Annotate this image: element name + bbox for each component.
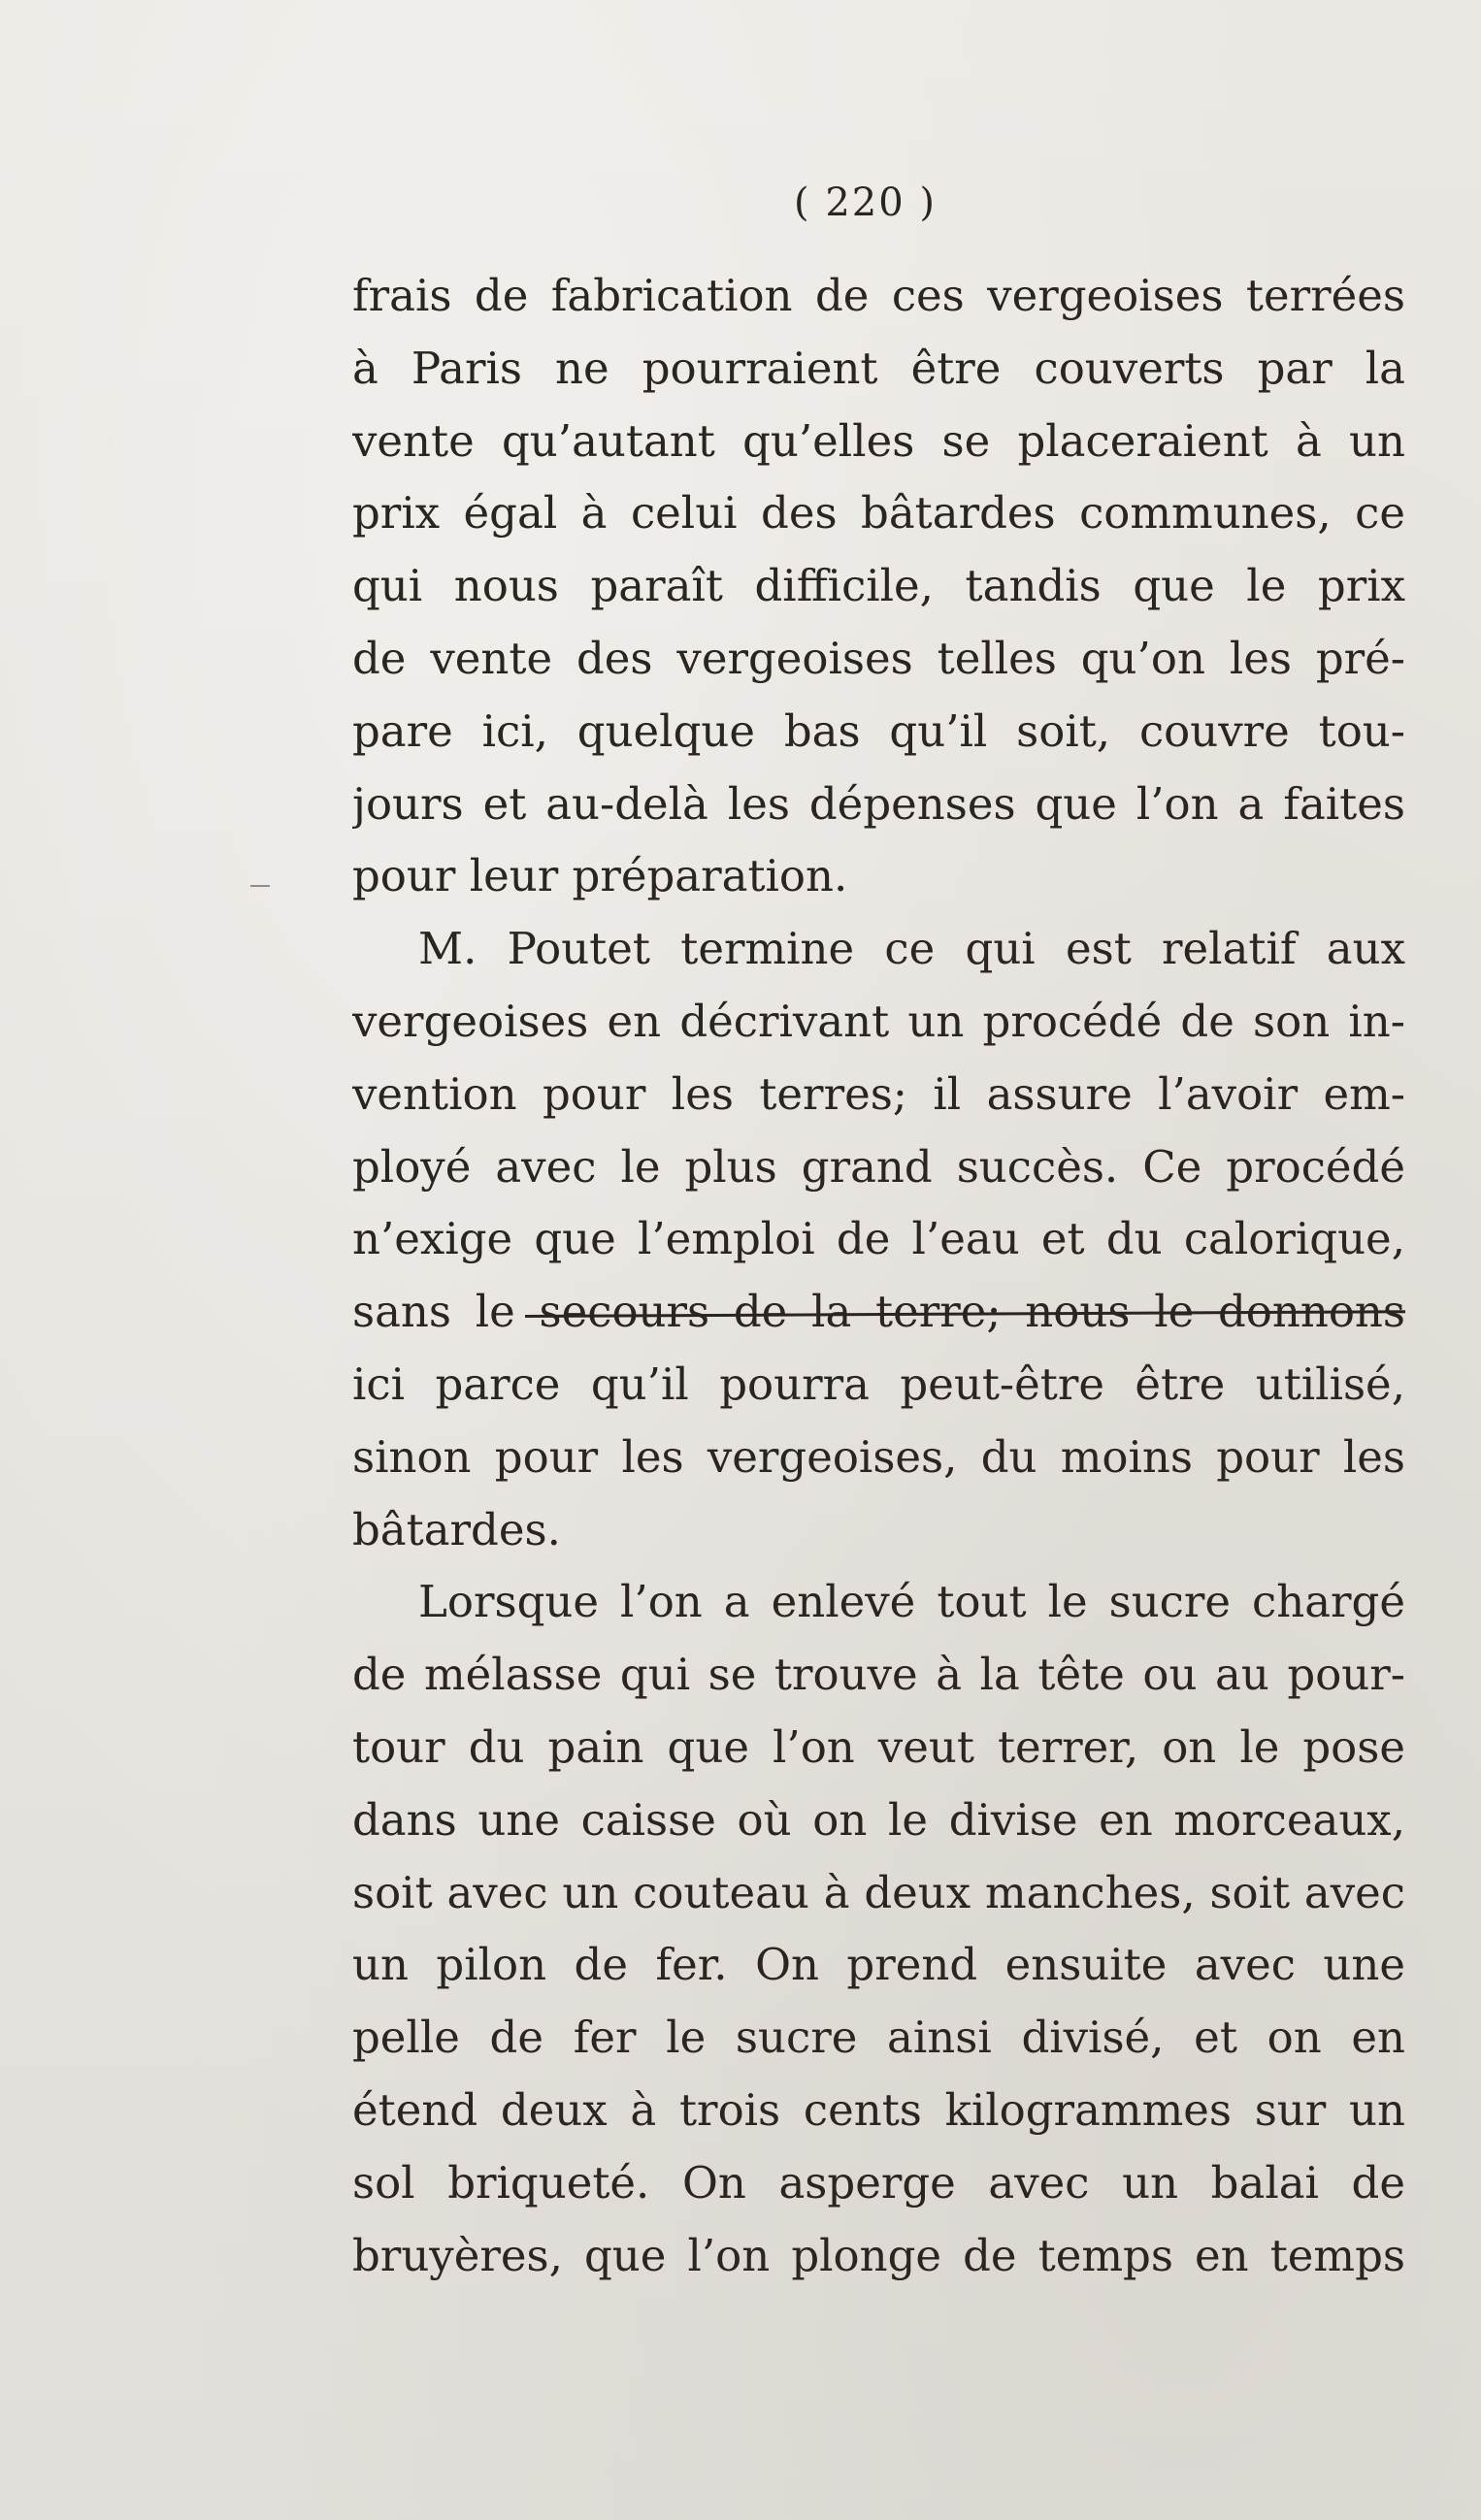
text-line: vergeoises en décrivant un procédé de son in- — [352, 995, 1405, 1047]
text-line: pelle de fer le sucre ainsi divisé, et on en — [352, 2012, 1405, 2064]
text-line: qui nous paraît difficile, tandis que le prix — [352, 560, 1405, 612]
struck-text-line: sans le secours de la terre; nous le donnons — [352, 1286, 1405, 1338]
text-line: n’exige que l’emploi de l’eau et du calorique, — [352, 1213, 1405, 1265]
text-line: sol briqueté. On asperge avec un balai de — [352, 2156, 1405, 2209]
text-line: soit avec un couteau à deux manches, soit avec — [352, 1866, 1405, 1918]
text-line: à Paris ne pourraient être couverts par la — [352, 342, 1405, 394]
text-line: vente qu’autant qu’elles se placeraient à un — [352, 414, 1405, 467]
text-line: pour leur préparation. — [352, 850, 848, 902]
text-line: prix égal à celui des bâtardes communes, ce — [352, 487, 1405, 540]
text-line: tour du pain que l’on veut terrer, on le pose — [352, 1720, 1405, 1773]
paragraph-start-line: M. Poutet termine ce qui est relatif aux — [418, 923, 1405, 975]
page-number: ( 220 ) — [794, 180, 937, 225]
text-line: de mélasse qui se trouve à la tête ou au pour- — [352, 1649, 1405, 1701]
text-line: vention pour les terres; il assure l’avoir em- — [352, 1067, 1405, 1120]
text-line: bâtardes. — [352, 1503, 561, 1555]
paragraph-start-line: Lorsque l’on a enlevé tout le sucre chargé — [418, 1576, 1405, 1628]
text-line: ployé avec le plus grand succès. Ce procédé — [352, 1140, 1405, 1193]
text-line: jours et au-delà les dépenses que l’on a faites — [352, 777, 1405, 830]
text-line: étend deux à trois cents kilogrammes sur un — [352, 2083, 1405, 2136]
text-line: pare ici, quelque bas qu’il soit, couvre tou- — [352, 704, 1405, 757]
text-line: bruyères, que l’on plonge de temps en temps — [352, 2229, 1405, 2281]
margin-mark — [250, 885, 270, 887]
text-line: ici parce qu’il pourra peut-être être utilisé, — [352, 1358, 1405, 1410]
body-text — [352, 260, 1405, 2292]
text-line: dans une caisse où on le divise en morceaux, — [352, 1793, 1405, 1846]
text-line: un pilon de fer. On prend ensuite avec une — [352, 1939, 1405, 1991]
text-line: de vente des vergeoises telles qu’on les pré- — [352, 632, 1405, 684]
text-line: frais de fabrication de ces vergeoises terrées — [352, 270, 1405, 321]
struck-line-wrapper — [352, 1276, 1405, 1349]
text-line: sinon pour les vergeoises, du moins pour les — [352, 1430, 1405, 1483]
